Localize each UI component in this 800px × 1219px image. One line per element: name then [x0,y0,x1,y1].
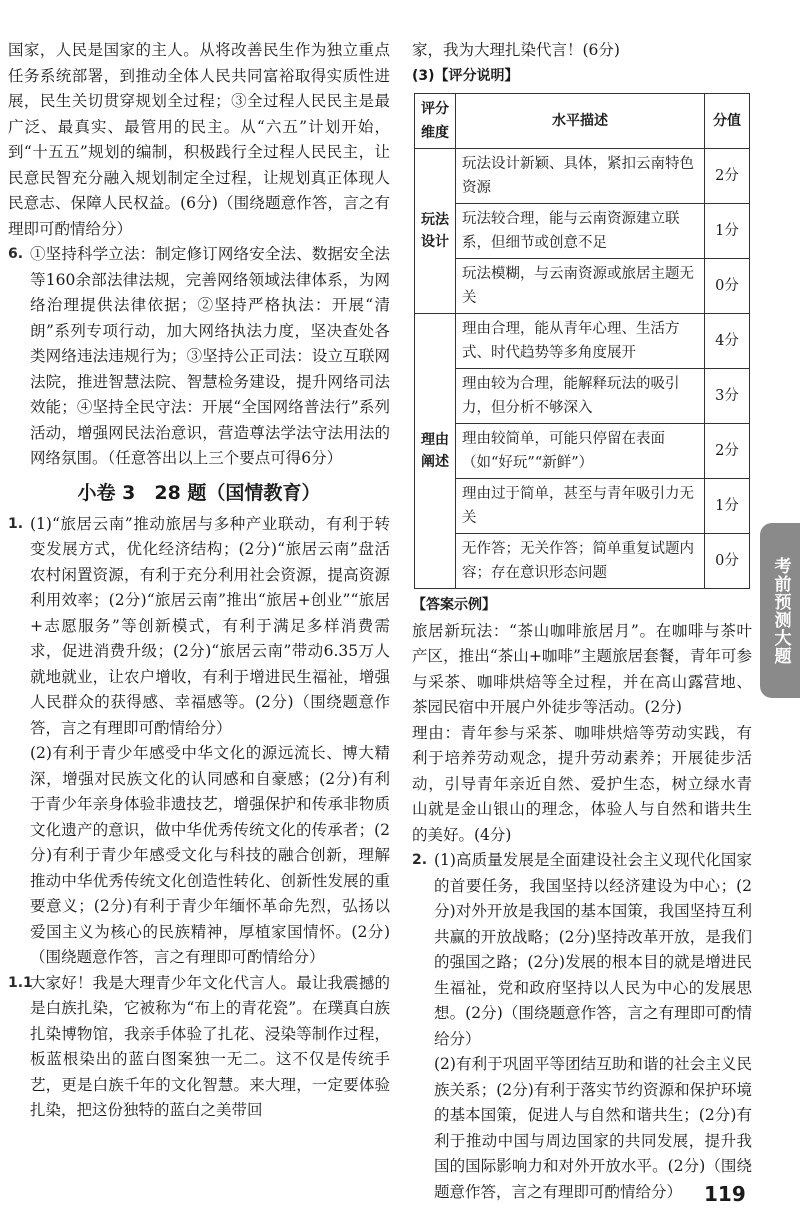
score-cell: 2分 [705,149,750,204]
question-1-part-3 [8,971,390,1124]
question-number: 6. [8,246,24,262]
table-row [415,204,750,259]
table-row [415,314,750,369]
question-number: 1. [8,515,24,532]
question-6 [8,242,390,472]
scoring-heading: (3)【评分说明】 [412,67,519,84]
question-1-part-2: (2)有利于青少年感受中华文化的源远流长、博大精深，增强对民族文化的认同感和自豪感；(2分)有利于青少年亲身体验非遗技艺，增强保护和传承非物质文化遗产的意识，做中华优秀传统文化的传承者；(2分)有利于青少年感受文化与科技的融合创新，理解推动中华优秀传统文化创造性转化、创新性发展的重要意义；(2分)有利于青少年缅怀革命先烈，弘扬以爱国主义为核心的民族精神，厚植家国情怀。(2分)（围绕题意作答，言之有理即可酌情给分） [30,744,390,966]
section-title: 小卷 3 28 题（国情教育） [77,481,321,504]
example-heading: 【答案示例】 [412,597,496,613]
question-1-part-3-text: 大家好！我是大理青少年文化代言人。最让我震撼的是白族扎染，它被称为“布上的青花瓷”。在璞真白族扎染博物馆，我亲手体验了扎花、浸染等制作过程，板蓝根染出的蓝白图案独一无二。这不仅是传统手艺，更是白族千年的文化智慧。来大理，一定要体验扎染，把这份独特的蓝白之美带回 [30,973,390,1119]
score-cell: 0分 [705,259,750,314]
description-cell: 玩法模糊，与云南资源或旅居主题无关 [456,259,705,314]
table-row [415,424,750,479]
header-dimension: 评分维度 [415,94,456,149]
question-number: 1.1 [8,974,33,991]
score-cell: 2分 [705,424,750,479]
right-column [412,38,752,1205]
table-header-row [415,94,750,149]
header-description: 水平描述 [456,94,705,149]
side-tab: 考前预测大题 [760,523,800,698]
table-row [415,369,750,424]
paragraph-continued: 国家，人民是国家的主人。从将改善民生作为独立重点任务系统部署，到推动全体人民共同富裕取得实质性进展，民生关切贯穿规划全过程；③全过程人民民主是最广泛、最真实、最管用的民主。从“六五”计划开始，到“十五五”规划的编制，积极践行全过程人民民主，让民意民智充分融入规划制定全过程，让规划真正体现人民意志、保障人民权益。(6分)（围绕题意作答，言之有理即可酌情给分） [8,41,390,238]
description-cell: 理由较简单，可能只停留在表面（如“好玩”“新鲜”） [456,424,705,479]
page-number: 119 [704,1182,746,1206]
description-cell: 理由合理，能从青年心理、生活方式、时代趋势等多角度展开 [456,314,705,369]
score-cell: 1分 [705,204,750,259]
dimension-cell: 玩法设计 [415,149,456,314]
left-column [8,38,390,1124]
example-paragraph-2: 理由：青年参与采茶、咖啡烘焙等劳动实践，有利于培养劳动观念，提升劳动素养；开展徒步活动，引导青年亲近自然、爱护生态，树立绿水青山就是金山银山的理念，体验人与自然和谐共生的美好。(4分) [412,723,752,844]
table-row [415,479,750,534]
description-cell: 玩法设计新颖、具体，紧扣云南特色资源 [456,149,705,204]
score-cell: 0分 [705,534,750,589]
question-2-part-2: (2)有利于巩固平等团结互助和谐的社会主义民族关系；(2分)有利于落实节约资源和保护环境的基本国策，促进人与自然和谐共生；(2分)有利于推动中国与周边国家的共同发展，提升我国的国际影响力和对外开放水平。(2分)（围绕题意作答，言之有理即可酌情给分） [434,1055,752,1201]
table-row [415,259,750,314]
question-2 [412,848,752,1205]
table-row [415,149,750,204]
example-paragraph-1: 旅居新玩法：“茶山咖啡旅居月”。在咖啡与茶叶产区，推出“茶山+咖啡”主题旅居套餐，青年可参与采茶、咖啡烘焙等全过程，并在高山露营地、茶园民宿中开展户外徒步等活动。(2分) [412,621,752,716]
description-cell: 玩法较合理，能与云南资源建立联系，但细节或创意不足 [456,204,705,259]
question-2-part-1: (1)高质量发展是全面建设社会主义现代化国家的首要任务，我国坚持以经济建设为中心；(2分)对外开放是我国的基本国策，我国坚持互利共赢的开放战略；(2分)坚持改革开放，是我们的强国之路；(2分)发展的根本目的就是增进民生福祉，党和政府坚持以人民为中心的发展思想。(2分)（围绕题意作答，言之有理即可酌情给分） [434,851,752,1048]
score-cell: 3分 [705,369,750,424]
description-cell: 理由过于简单，甚至与青年吸引力无关 [456,479,705,534]
question-number: 2. [412,852,428,868]
table-row [415,534,750,589]
dimension-cell: 理由阐述 [415,314,456,589]
header-score: 分值 [705,94,750,149]
question-6-answer: ①坚持科学立法：制定修订网络安全法、数据安全法等160余部法律法规，完善网络领域法律体系，为网络治理提供法律依据；②坚持严格执法：开展“清朗”系列专项行动，加大网络执法力度，坚决查处各类网络违法违规行为；③坚持公正司法：设立互联网法院，推进智慧法院、智慧检务建设，提升网络司法效能；④坚持全民守法：开展“全国网络普法行”系列活动，增强网民法治意识，营造尊法学法守法用法的网络氛围。（任意答出以上三个要点可得6分） [30,245,390,467]
question-1-part-1: (1)“旅居云南”推动旅居与多种产业联动，有利于转变发展方式，优化经济结构；(2分)“旅居云南”盘活农村闲置资源，有利于充分利用社会资源，提高资源利用效率；(2分)“旅居云南”推出“旅居+创业”“旅居+志愿服务”等创新模式，有利于满足多样消费需求，促进消费升级；(2分)“旅居云南”带动6.35万人就地就业，让农户增收，有利于增进民生福祉，增强人民群众的获得感、幸福感等。(2分)（围绕题意作答，言之有理即可酌情给分） [30,514,390,737]
score-cell: 4分 [705,314,750,369]
description-cell: 无作答；无关作答；简单重复试题内容；存在意识形态问题 [456,534,705,589]
score-cell: 1分 [705,479,750,534]
description-cell: 理由较为合理，能解释玩法的吸引力，但分析不够深入 [456,369,705,424]
scoring-table [414,93,750,589]
paragraph-continued: 家，我为大理扎染代言！(6分) [412,41,620,59]
question-1 [8,512,390,971]
